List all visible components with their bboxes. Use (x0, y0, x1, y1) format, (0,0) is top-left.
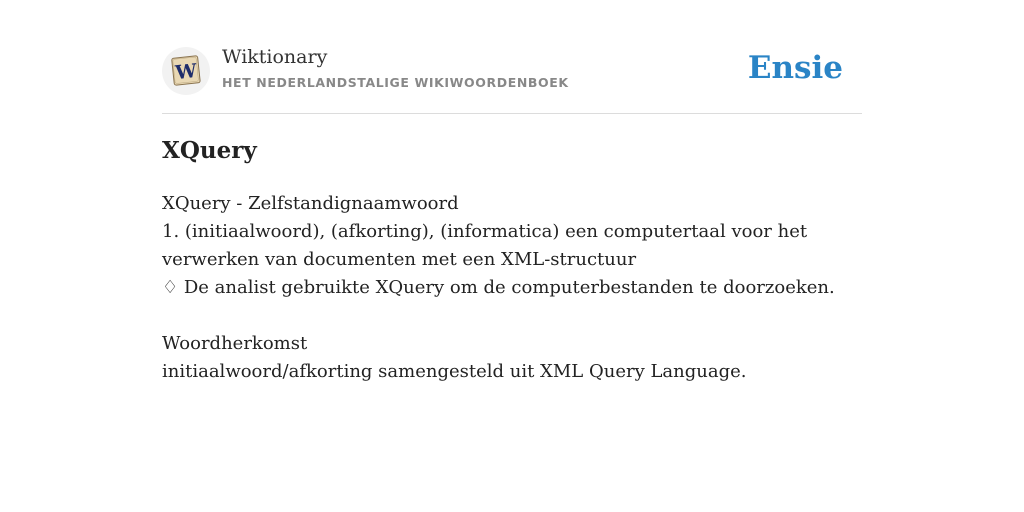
wiktionary-logo-icon[interactable] (162, 47, 210, 95)
etymology-heading: Woordherkomst (162, 333, 308, 354)
ensie-brand-link[interactable]: Ensie (747, 50, 843, 86)
paragraph-spacer (162, 302, 852, 330)
svg-text:W: W (174, 59, 198, 85)
example-sentence: ♢ De analist gebruikte XQuery om de computerbestanden te doorzoeken. (162, 277, 835, 298)
definition-line-1: 1. (initiaalwoord), (afkorting), (informatica) een computertaal voor het (162, 221, 808, 242)
page-container (162, 0, 862, 382)
site-subtitle: HET NEDERLANDSTALIGE WIKIWOORDENBOEK (222, 75, 569, 90)
entry-content (162, 190, 852, 386)
definition-line-2: verwerken van documenten met een XML-structuur (162, 249, 637, 270)
site-header (162, 0, 862, 114)
page-title: XQuery (162, 137, 257, 164)
site-title[interactable]: Wiktionary (222, 46, 328, 68)
etymology-text: initiaalwoord/afkorting samengesteld uit XML Query Language. (162, 361, 747, 382)
entry-heading: XQuery - Zelfstandignaamwoord (162, 193, 459, 214)
